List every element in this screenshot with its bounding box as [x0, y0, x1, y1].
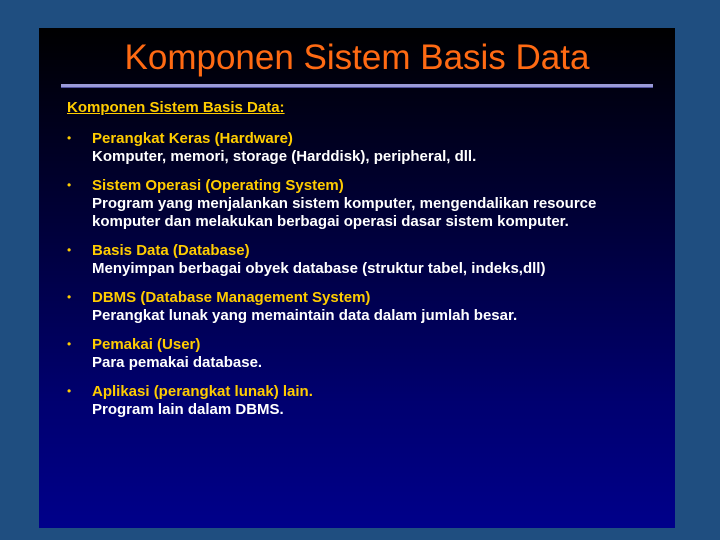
bullet-icon: • [67, 178, 72, 192]
list-item [67, 176, 657, 231]
title-divider-shadow [61, 87, 653, 88]
item-description: Komputer, memori, storage (Harddisk), peripheral, dll. [92, 148, 477, 165]
bullet-icon: • [67, 290, 72, 304]
item-title: Sistem Operasi (Operating System) [92, 177, 344, 194]
bullet-icon: • [67, 384, 72, 398]
bullet-icon: • [67, 337, 72, 351]
item-title: Basis Data (Database) [92, 242, 250, 259]
list-item [67, 129, 657, 166]
item-title: DBMS (Database Management System) [92, 289, 371, 306]
bullet-icon: • [67, 131, 72, 145]
item-description: Menyimpan berbagai obyek database (struktur tabel, indeks,dll) [92, 260, 546, 277]
slide-title: Komponen Sistem Basis Data [124, 38, 590, 77]
item-description: Program lain dalam DBMS. [92, 401, 284, 418]
component-list [67, 129, 657, 429]
item-title: Aplikasi (perangkat lunak) lain. [92, 383, 313, 400]
slide [39, 28, 675, 528]
item-title: Pemakai (User) [92, 336, 201, 353]
list-item [67, 335, 657, 372]
item-description: Perangkat lunak yang memaintain data dalam jumlah besar. [92, 307, 518, 324]
list-item [67, 288, 657, 325]
list-item [67, 241, 657, 278]
item-title: Perangkat Keras (Hardware) [92, 130, 293, 147]
item-description: Para pemakai database. [92, 354, 263, 371]
list-item [67, 382, 657, 419]
bullet-icon: • [67, 243, 72, 257]
section-heading: Komponen Sistem Basis Data: [67, 99, 285, 116]
item-description: Program yang menjalankan sistem komputer, mengendalikan resource komputer dan melakukan berbagai operasi dasar sistem komputer. [92, 195, 597, 230]
